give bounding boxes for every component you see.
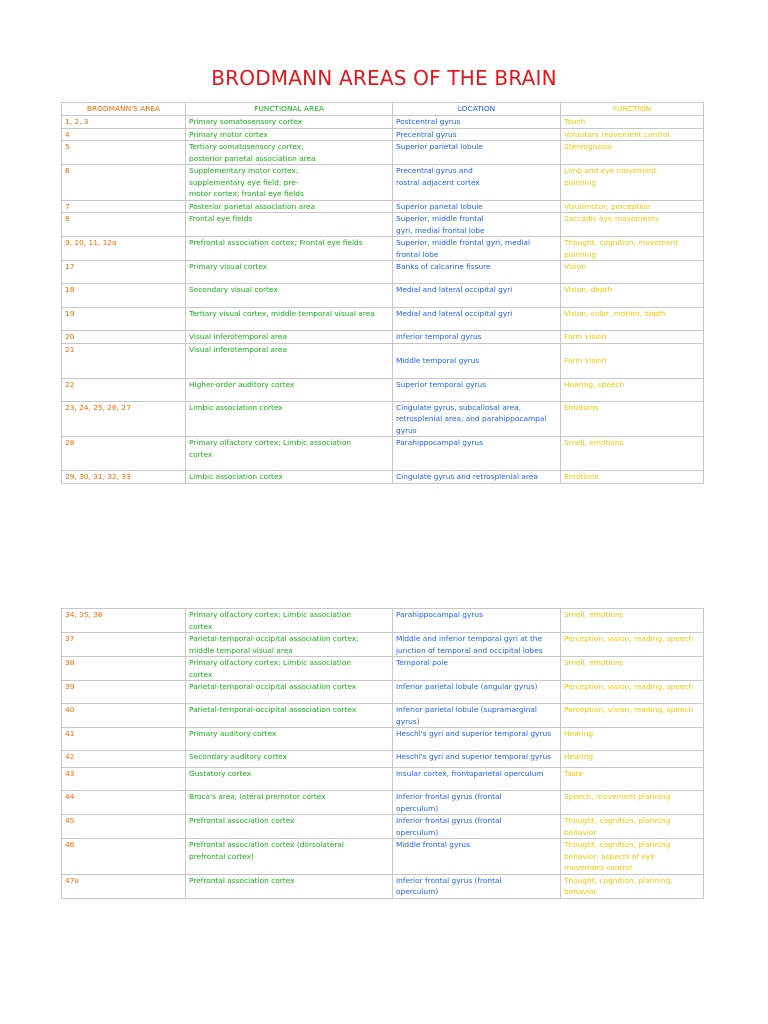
cell-brodmann-area: 47a — [62, 874, 186, 898]
table-row — [62, 213, 704, 237]
cell-functional-area: Primary olfactory cortex; Limbic association cortex — [186, 437, 393, 471]
table-row — [62, 284, 704, 308]
cell-brodmann-area: 4 — [62, 128, 186, 141]
cell-functional-area: Secondary auditory cortex — [186, 751, 393, 768]
cell-function: Thought, cognition, planning behavior — [561, 815, 704, 839]
table-row — [62, 633, 704, 657]
cell-location: Superior parietal lobule — [393, 141, 561, 165]
cell-functional-area: Gustatory cortex — [186, 768, 393, 791]
table-row — [62, 343, 704, 378]
table-row — [62, 839, 704, 875]
table-row — [62, 401, 704, 437]
cell-brodmann-area: 18 — [62, 284, 186, 308]
cell-functional-area: Parietal-temporal-occipital association cortex — [186, 681, 393, 704]
cell-functional-area: Primary motor cortex — [186, 128, 393, 141]
cell-functional-area: Prefrontal association cortex; Frontal eye fields — [186, 237, 393, 261]
cell-functional-area: Parietal-temporal-occipital association cortex; middle temporal visual area — [186, 633, 393, 657]
table-row — [62, 874, 704, 898]
cell-location: Inferior parietal lobule (supramarginal gyrus) — [393, 704, 561, 728]
cell-function: Thought, cognition, movement planning — [561, 237, 704, 261]
cell-functional-area: Frontal eye fields — [186, 213, 393, 237]
cell-function: Voluntary movement control — [561, 128, 704, 141]
cell-functional-area: Visual inferotemporal area — [186, 331, 393, 344]
cell-location: Heschl's gyri and superior temporal gyrus — [393, 751, 561, 768]
cell-function: Emotions — [561, 401, 704, 437]
table-row — [62, 261, 704, 284]
cell-function: Touch — [561, 116, 704, 129]
cell-brodmann-area: 39 — [62, 681, 186, 704]
cell-functional-area: Primary somatosensory cortex — [186, 116, 393, 129]
table-row — [62, 768, 704, 791]
cell-function: Form vision — [561, 343, 704, 378]
table-row — [62, 815, 704, 839]
cell-location: Inferior frontal gyrus (frontal operculum) — [393, 815, 561, 839]
cell-location: Temporal pole — [393, 657, 561, 681]
cell-functional-area: Parietal-temporal-occipital association cortex — [186, 704, 393, 728]
cell-location: Precentral gyrus — [393, 128, 561, 141]
table-row — [62, 471, 704, 484]
table-row — [62, 308, 704, 331]
cell-location: Heschl's gyri and superior temporal gyrus — [393, 728, 561, 751]
cell-functional-area: Visual inferotemporal area — [186, 343, 393, 378]
table-row — [62, 791, 704, 815]
table-row — [62, 200, 704, 213]
cell-location: Precentral gyrus and rostral adjacent cortex — [393, 165, 561, 201]
cell-brodmann-area: 34, 35, 36 — [62, 609, 186, 633]
cell-location: Postcentral gyrus — [393, 116, 561, 129]
cell-location: Cingulate gyrus, subcallosal area, retrosplenial area, and parahippocampal gyrus — [393, 401, 561, 437]
cell-brodmann-area: 6 — [62, 165, 186, 201]
cell-location: Inferior temporal gyrus — [393, 331, 561, 344]
cell-brodmann-area: 7 — [62, 200, 186, 213]
cell-function: Hearing — [561, 751, 704, 768]
cell-function: Emotions — [561, 471, 704, 484]
cell-brodmann-area: 29, 30, 31, 32, 33 — [62, 471, 186, 484]
table-row — [62, 437, 704, 471]
cell-brodmann-area: 41 — [62, 728, 186, 751]
cell-brodmann-area: 5 — [62, 141, 186, 165]
cell-location: Parahippocampal gyrus — [393, 609, 561, 633]
cell-function: Thought, cognition, planning behavior, aspects of eye movement control — [561, 839, 704, 875]
cell-location: Inferior parietal lobule (angular gyrus) — [393, 681, 561, 704]
cell-functional-area: Primary visual cortex — [186, 261, 393, 284]
table-row — [62, 141, 704, 165]
cell-location: Middle and inferior temporal gyri at the junction of temporal and occipital lobes — [393, 633, 561, 657]
cell-function: Perception, vision, reading, speech — [561, 633, 704, 657]
cell-location: Cingulate gyrus and retrosplenial area — [393, 471, 561, 484]
cell-functional-area: Tertiary visual cortex, middle temporal visual area — [186, 308, 393, 331]
cell-functional-area: Prefrontal association cortex (dorsolateral prefrontal cortex) — [186, 839, 393, 875]
cell-functional-area: Secondary visual cortex — [186, 284, 393, 308]
table-row — [62, 331, 704, 344]
cell-location: Superior parietal lobule — [393, 200, 561, 213]
cell-brodmann-area: 9, 10, 11, 12a — [62, 237, 186, 261]
cell-functional-area: Broca's area; lateral premotor cortex — [186, 791, 393, 815]
cell-location: Inferior frontal gyrus (frontal operculum) — [393, 874, 561, 898]
cell-function: Vision — [561, 261, 704, 284]
cell-brodmann-area: 19 — [62, 308, 186, 331]
cell-function: Visuomotor; perception — [561, 200, 704, 213]
cell-brodmann-area: 28 — [62, 437, 186, 471]
table-row — [62, 128, 704, 141]
cell-brodmann-area: 45 — [62, 815, 186, 839]
cell-functional-area: Limbic association cortex — [186, 471, 393, 484]
cell-location: Inferior frontal gyrus (frontal operculum) — [393, 791, 561, 815]
cell-brodmann-area: 20 — [62, 331, 186, 344]
brodmann-table-part-2 — [61, 608, 704, 899]
header-location: LOCATION — [393, 103, 561, 116]
table-row — [62, 751, 704, 768]
cell-function: Vision, color, motion, depth — [561, 308, 704, 331]
cell-brodmann-area: 1, 2, 3 — [62, 116, 186, 129]
cell-location: Middle temporal gyrus — [393, 343, 561, 378]
cell-functional-area: Limbic association cortex — [186, 401, 393, 437]
cell-location: Superior temporal gyrus — [393, 378, 561, 401]
cell-function: Hearing — [561, 728, 704, 751]
header-function: FUNCTION — [561, 103, 704, 116]
table-row — [62, 237, 704, 261]
cell-location: Banks of calcarine fissure — [393, 261, 561, 284]
table-row — [62, 165, 704, 201]
cell-functional-area: Primary olfactory cortex; Limbic association cortex — [186, 609, 393, 633]
table-row — [62, 657, 704, 681]
cell-functional-area: Higher-order auditory cortex — [186, 378, 393, 401]
cell-brodmann-area: 23, 24, 25, 26, 27 — [62, 401, 186, 437]
cell-function: Taste — [561, 768, 704, 791]
cell-location: Medial and lateral occipital gyri — [393, 284, 561, 308]
cell-location: Superior, middle frontal gyri, medial frontal lobe — [393, 213, 561, 237]
cell-function: Hearing, speech — [561, 378, 704, 401]
cell-function: Vision, depth — [561, 284, 704, 308]
brodmann-table-part-1 — [61, 102, 704, 484]
cell-brodmann-area: 44 — [62, 791, 186, 815]
cell-brodmann-area: 8 — [62, 213, 186, 237]
cell-function: Limb and eye movement planning — [561, 165, 704, 201]
cell-function: Perception, vision, reading, speech — [561, 681, 704, 704]
cell-functional-area: Tertiary somatosensory cortex; posterior parietal association area — [186, 141, 393, 165]
cell-functional-area: Primary auditory cortex — [186, 728, 393, 751]
cell-function: Smell, emotions — [561, 609, 704, 633]
cell-functional-area: Primary olfactory cortex; Limbic association cortex — [186, 657, 393, 681]
cell-function: Perception, vision, reading, speech — [561, 704, 704, 728]
cell-brodmann-area: 40 — [62, 704, 186, 728]
cell-functional-area: Prefrontal association cortex — [186, 815, 393, 839]
cell-function: Smell, emotions — [561, 437, 704, 471]
cell-brodmann-area: 17 — [62, 261, 186, 284]
cell-location: Parahippocampal gyrus — [393, 437, 561, 471]
cell-brodmann-area: 42 — [62, 751, 186, 768]
cell-brodmann-area: 43 — [62, 768, 186, 791]
cell-brodmann-area: 37 — [62, 633, 186, 657]
cell-function: Smell, emotions — [561, 657, 704, 681]
cell-brodmann-area: 21 — [62, 343, 186, 378]
cell-functional-area: Posterior parietal association area — [186, 200, 393, 213]
cell-functional-area: Supplementary motor cortex; supplementary eye field; pre- motor cortex; frontal eye fields — [186, 165, 393, 201]
cell-function: Form vision — [561, 331, 704, 344]
cell-location: Medial and lateral occipital gyri — [393, 308, 561, 331]
page-title: BRODMANN AREAS OF THE BRAIN — [211, 66, 557, 90]
cell-brodmann-area: 46 — [62, 839, 186, 875]
table-row — [62, 728, 704, 751]
cell-location: Superior, middle frontal gyri, medial frontal lobe — [393, 237, 561, 261]
cell-brodmann-area: 22 — [62, 378, 186, 401]
cell-function: Speech, movement planning — [561, 791, 704, 815]
cell-function: Saccadic eye movements — [561, 213, 704, 237]
cell-brodmann-area: 38 — [62, 657, 186, 681]
cell-location: Middle frontal gyrus — [393, 839, 561, 875]
header-functional-area: FUNCTIONAL AREA — [186, 103, 393, 116]
table-row — [62, 116, 704, 129]
table-row — [62, 378, 704, 401]
header-brodmann-area: BRODMANN'S AREA — [62, 103, 186, 116]
cell-functional-area: Prefrontal association cortex — [186, 874, 393, 898]
cell-function: Stereognosis — [561, 141, 704, 165]
cell-location: Insular cortex, frontoparietal operculum — [393, 768, 561, 791]
table-row — [62, 704, 704, 728]
cell-function: Thought, cognition, planning, behavior — [561, 874, 704, 898]
table-header-row — [62, 103, 704, 116]
table-row — [62, 609, 704, 633]
table-row — [62, 681, 704, 704]
